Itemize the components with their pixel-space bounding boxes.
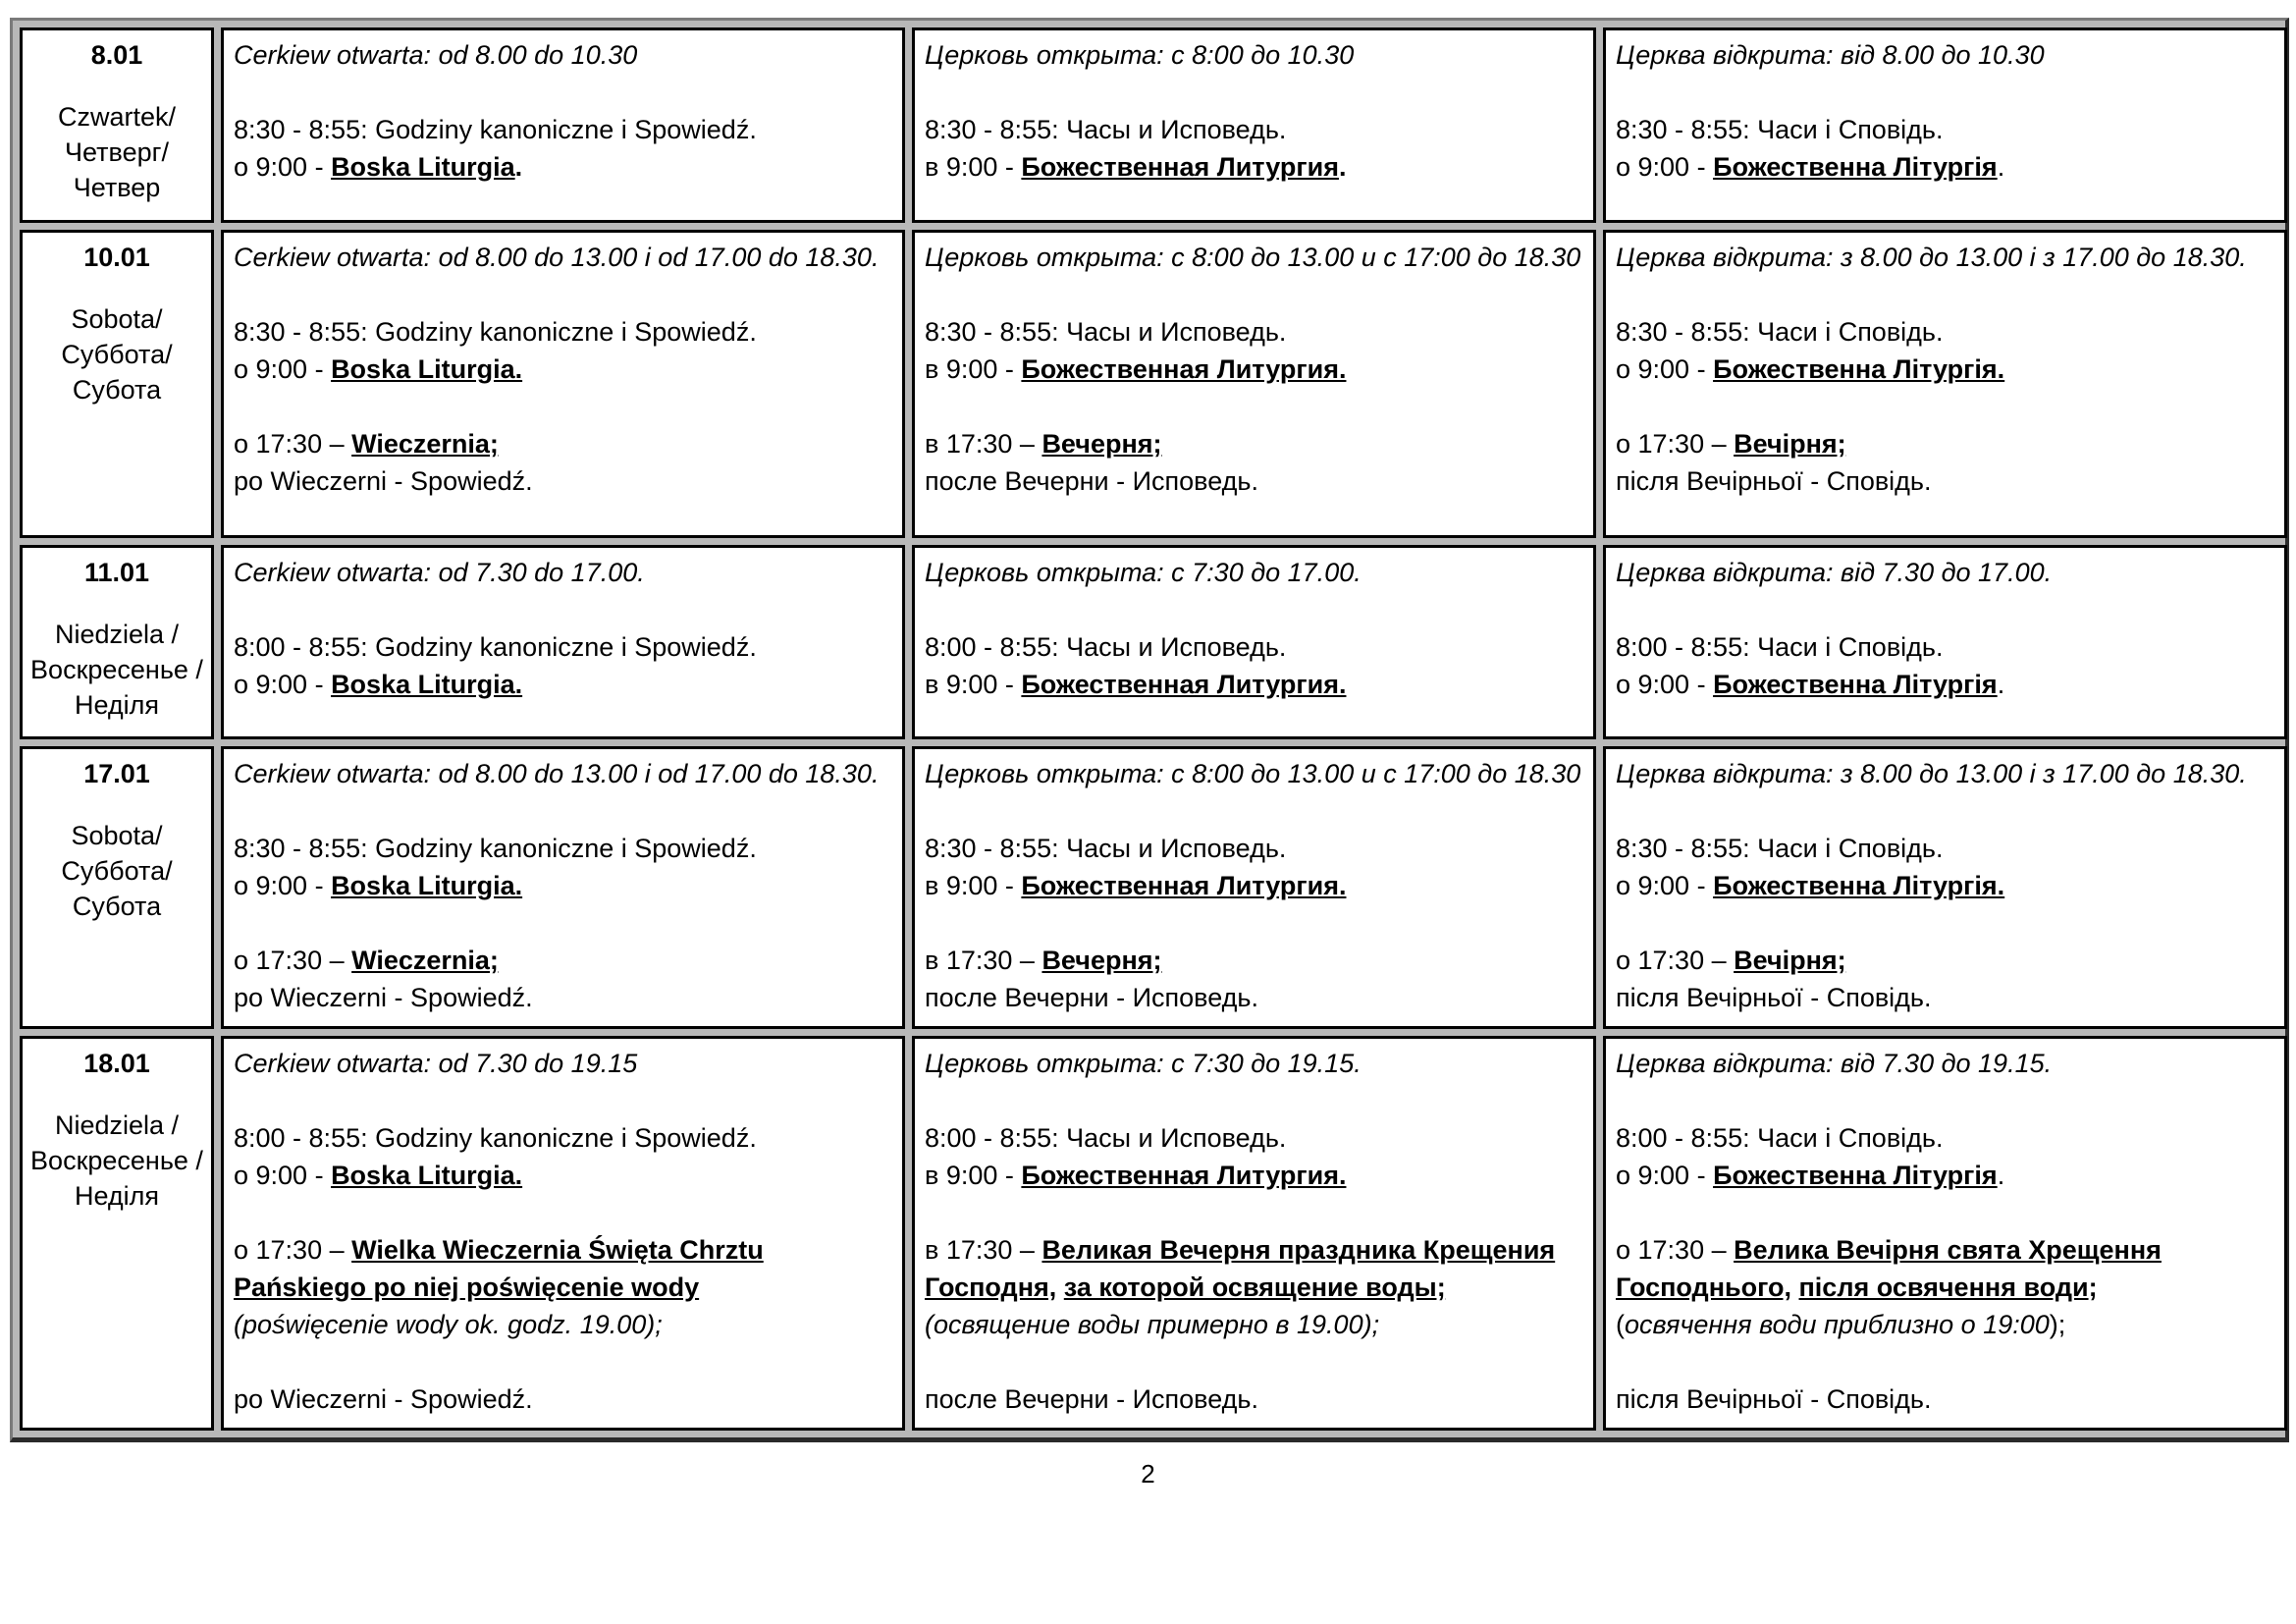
date-cell: [20, 1036, 214, 1431]
opening-hours: Церковь открыта: с 8:00 до 13.00 и с 17:00 до 18.30: [925, 759, 1581, 788]
service-line: 8:00 - 8:55: Godziny kanoniczne i Spowiedź.: [234, 632, 757, 662]
service-line: o 9:00 - Boska Liturgia.: [234, 152, 523, 182]
service-line: 8:00 - 8:55: Часи і Сповідь.: [1616, 632, 1944, 662]
weekday-label: Sobota/ Суббота/ Субота: [61, 304, 173, 405]
russian-cell: [912, 746, 1596, 1029]
opening-hours: Церковь открыта: с 7:30 до 17.00.: [925, 558, 1362, 587]
service-line: 8:30 - 8:55: Часы и Исповедь.: [925, 834, 1287, 863]
service-line: в 9:00 - Божественная Литургия.: [925, 670, 1347, 699]
weekday-label: Niedziela / Воскресенье / Неділя: [30, 1110, 203, 1211]
service-line: после Вечерни - Исповедь.: [925, 983, 1258, 1012]
service-line: в 17:30 – Великая Вечерня праздника Крещения: [925, 1235, 1556, 1265]
table-row: [20, 545, 2287, 739]
service-line: після Вечірньої - Сповідь.: [1616, 983, 1932, 1012]
service-line: о 9:00 - Божественна Літургія.: [1616, 871, 2005, 900]
service-line: о 9:00 - Божественна Літургія.: [1616, 354, 2005, 384]
ukrainian-cell: [1603, 27, 2287, 223]
table-row: [20, 746, 2287, 1029]
service-line: 8:30 - 8:55: Часы и Исповедь.: [925, 317, 1287, 347]
service-line: 8:00 - 8:55: Часи і Сповідь.: [1616, 1123, 1944, 1153]
service-line: o 17:30 – Wieczernia;: [234, 429, 499, 459]
service-line: 8:00 - 8:55: Godziny kanoniczne i Spowiedź.: [234, 1123, 757, 1153]
polish-cell: [221, 1036, 905, 1431]
ukrainian-cell: [1603, 746, 2287, 1029]
table-row: [20, 1036, 2287, 1431]
schedule-frame: [10, 18, 2289, 1442]
opening-hours: Церковь открыта: с 8:00 до 13.00 и с 17:00 до 18.30: [925, 243, 1581, 272]
polish-cell: [221, 545, 905, 739]
opening-hours: Церква відкрита: від 7.30 до 19.15.: [1616, 1049, 2053, 1078]
opening-hours: Церква відкрита: з 8.00 до 13.00 і з 17.00 до 18.30.: [1616, 759, 2247, 788]
service-line: в 17:30 – Вечерня;: [925, 946, 1162, 975]
polish-cell: [221, 746, 905, 1029]
service-line: o 9:00 - Boska Liturgia.: [234, 670, 523, 699]
service-line: в 9:00 - Божественная Литургия.: [925, 1161, 1347, 1190]
service-line: o 9:00 - Boska Liturgia.: [234, 354, 523, 384]
date-label: 17.01: [83, 759, 150, 788]
service-line: Господня, за которой освящение воды;: [925, 1272, 1446, 1302]
service-line: o 9:00 - Boska Liturgia.: [234, 871, 523, 900]
opening-hours: Церковь открыта: с 7:30 до 19.15.: [925, 1049, 1362, 1078]
opening-hours: Церква відкрита: з 8.00 до 13.00 і з 17.00 до 18.30.: [1616, 243, 2247, 272]
page-number: 2: [1141, 1459, 1155, 1489]
opening-hours: Cerkiew otwarta: od 8.00 do 10.30: [234, 40, 638, 70]
weekday-label: Czwartek/ Четверг/ Четвер: [57, 102, 177, 202]
opening-hours: Cerkiew otwarta: od 8.00 do 13.00 i od 17.00 do 18.30.: [234, 243, 880, 272]
table-row: [20, 230, 2287, 538]
opening-hours: Cerkiew otwarta: od 7.30 do 19.15: [234, 1049, 638, 1078]
date-cell: [20, 230, 214, 538]
service-line: в 17:30 – Вечерня;: [925, 429, 1162, 459]
date-cell: [20, 746, 214, 1029]
date-label: 18.01: [83, 1049, 150, 1078]
service-line: в 9:00 - Божественная Литургия.: [925, 354, 1347, 384]
date-label: 10.01: [83, 243, 150, 272]
weekday-label: Sobota/ Суббота/ Субота: [61, 821, 173, 921]
service-line: після Вечірньої - Сповідь.: [1616, 1384, 1932, 1414]
service-line: 8:30 - 8:55: Godziny kanoniczne i Spowiedź.: [234, 834, 757, 863]
service-line: о 17:30 – Вечірня;: [1616, 429, 1846, 459]
date-cell: [20, 27, 214, 223]
service-line: о 9:00 - Божественна Літургія.: [1616, 670, 2005, 699]
service-note: (poświęcenie wody ok. godz. 19.00);: [234, 1310, 663, 1339]
service-line: после Вечерни - Исповедь.: [925, 466, 1258, 496]
service-line: 8:00 - 8:55: Часы и Исповедь.: [925, 1123, 1287, 1153]
service-line: Pańskiego po niej poświęcenie wody: [234, 1272, 700, 1302]
service-line: о 9:00 - Божественна Літургія.: [1616, 152, 2005, 182]
service-line: 8:30 - 8:55: Godziny kanoniczne i Spowiedź.: [234, 115, 757, 144]
service-line: о 17:30 – Велика Вечірня свята Хрещення: [1616, 1235, 2162, 1265]
opening-hours: Cerkiew otwarta: od 8.00 do 13.00 i od 17.00 do 18.30.: [234, 759, 880, 788]
service-line: 8:30 - 8:55: Часи і Сповідь.: [1616, 317, 1944, 347]
service-line: 8:30 - 8:55: Часы и Исповедь.: [925, 115, 1287, 144]
service-line: 8:30 - 8:55: Godziny kanoniczne i Spowiedź.: [234, 317, 757, 347]
service-line: 8:30 - 8:55: Часи і Сповідь.: [1616, 115, 1944, 144]
service-line: o 9:00 - Boska Liturgia.: [234, 1161, 523, 1190]
service-line: 8:00 - 8:55: Часы и Исповедь.: [925, 632, 1287, 662]
russian-cell: [912, 545, 1596, 739]
service-line: после Вечерни - Исповедь.: [925, 1384, 1258, 1414]
service-note: (освящение воды примерно в 19.00);: [925, 1310, 1380, 1339]
service-line: po Wieczerni - Spowiedź.: [234, 1384, 533, 1414]
service-line: po Wieczerni - Spowiedź.: [234, 983, 533, 1012]
schedule-table: [13, 21, 2294, 1437]
service-line: po Wieczerni - Spowiedź.: [234, 466, 533, 496]
polish-cell: [221, 27, 905, 223]
russian-cell: [912, 27, 1596, 223]
service-line: після Вечірньої - Сповідь.: [1616, 466, 1932, 496]
polish-cell: [221, 230, 905, 538]
opening-hours: Церква відкрита: від 7.30 до 17.00.: [1616, 558, 2053, 587]
service-line: в 9:00 - Божественная Литургия.: [925, 152, 1347, 182]
ukrainian-cell: [1603, 545, 2287, 739]
service-line: о 17:30 – Вечірня;: [1616, 946, 1846, 975]
weekday-label: Niedziela / Воскресенье / Неділя: [30, 620, 203, 720]
service-line: о 9:00 - Божественна Літургія.: [1616, 1161, 2005, 1190]
table-row: [20, 27, 2287, 223]
opening-hours: Церква відкрита: від 8.00 до 10.30: [1616, 40, 2045, 70]
date-label: 8.01: [90, 40, 143, 70]
service-note: (освячення води приблизно о 19:00);: [1616, 1310, 2066, 1339]
russian-cell: [912, 230, 1596, 538]
russian-cell: [912, 1036, 1596, 1431]
service-line: в 9:00 - Божественная Литургия.: [925, 871, 1347, 900]
opening-hours: Cerkiew otwarta: od 7.30 do 17.00.: [234, 558, 645, 587]
service-line: 8:30 - 8:55: Часи і Сповідь.: [1616, 834, 1944, 863]
ukrainian-cell: [1603, 1036, 2287, 1431]
date-cell: [20, 545, 214, 739]
ukrainian-cell: [1603, 230, 2287, 538]
service-line: Господнього, після освячення води;: [1616, 1272, 2098, 1302]
date-label: 11.01: [83, 558, 150, 587]
service-line: o 17:30 – Wielka Wieczernia Święta Chrztu: [234, 1235, 764, 1265]
opening-hours: Церковь открыта: с 8:00 до 10.30: [925, 40, 1355, 70]
service-line: o 17:30 – Wieczernia;: [234, 946, 499, 975]
